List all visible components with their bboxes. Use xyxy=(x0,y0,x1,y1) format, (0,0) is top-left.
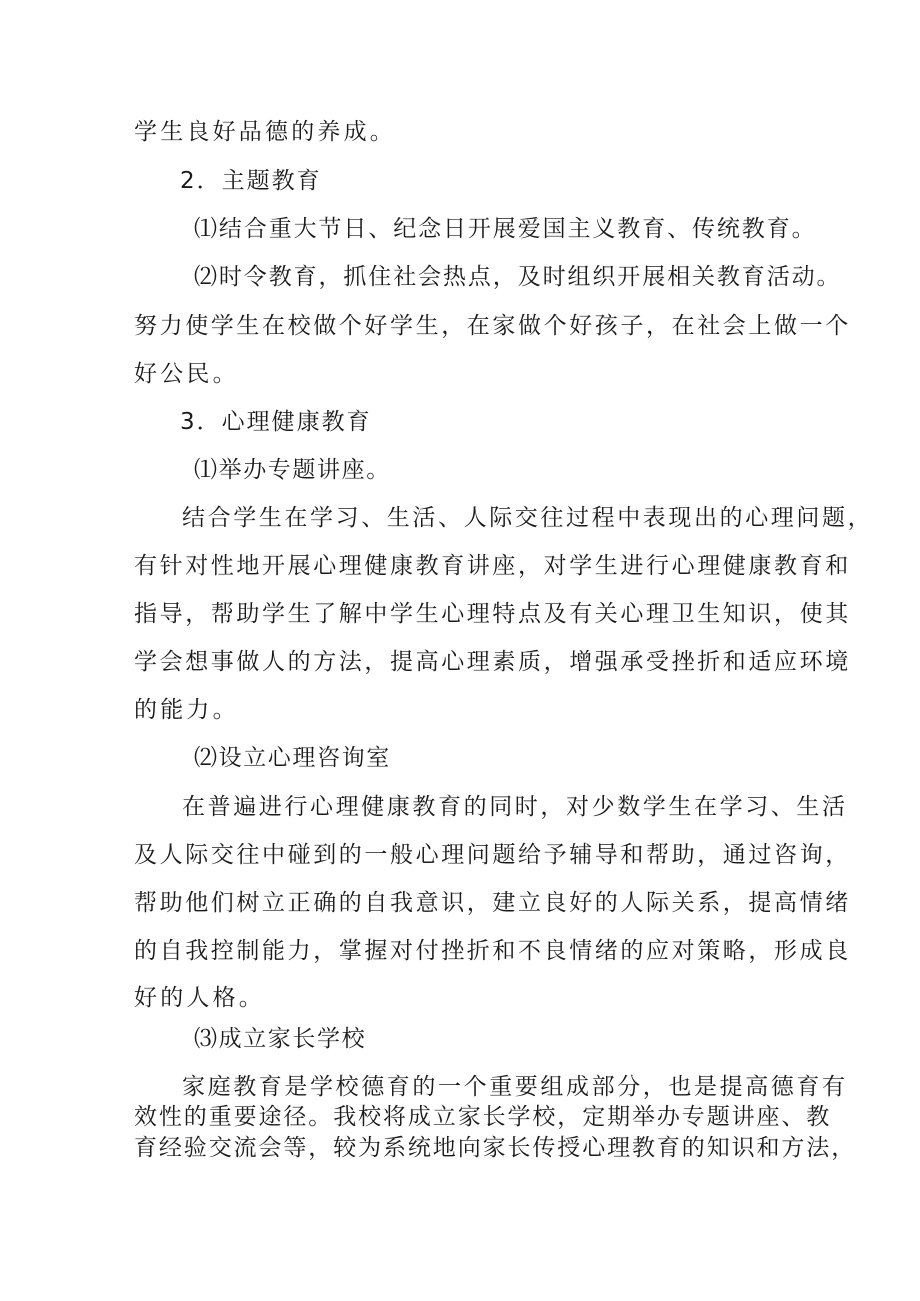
paragraph-line: 帮助他们树立正确的自我意识，建立良好的人际关系，提高情绪 xyxy=(134,890,851,916)
list-item: ⑵时令教育，抓住社会热点，及时组织开展相关教育活动。 xyxy=(194,264,842,290)
paragraph-line: 效性的重要途径。我校将成立家长学校，定期举办专题讲座、教 xyxy=(134,1104,832,1130)
paragraph-line: 有针对性地开展心理健康教育讲座，对学生进行心理健康教育和 xyxy=(134,553,851,579)
section-heading-mental-health: 3．心理健康教育 xyxy=(180,409,372,435)
list-item: ⑵设立心理咨询室 xyxy=(194,745,391,771)
paragraph-line: 及人际交往中碰到的一般心理问题给予辅导和帮助，通过咨询， xyxy=(134,842,851,868)
paragraph-line: 学会想事做人的方法，提高心理素质，增强承受挫折和适应环境 xyxy=(134,649,851,675)
paragraph-line: 在普遍进行心理健康教育的同时，对少数学生在学习、生活 xyxy=(182,794,848,820)
list-item: ⑶成立家长学校 xyxy=(194,1026,367,1052)
paragraph-line: 家庭教育是学校德育的一个重要组成部分，也是提高德育有 xyxy=(182,1074,848,1100)
section-heading-theme-education: 2．主题教育 xyxy=(180,168,322,194)
paragraph-line: 结合学生在学习、生活、人际交往过程中表现出的心理问题， xyxy=(182,505,874,531)
list-item: ⑴举办专题讲座。 xyxy=(194,457,391,483)
paragraph-line: 的能力。 xyxy=(134,697,239,723)
paragraph-line: 好公民。 xyxy=(134,361,239,387)
paragraph-line: 育经验交流会等，较为系统地向家长传授心理教育的知识和方法， xyxy=(134,1135,857,1161)
list-item: ⑴结合重大节日、纪念日开展爱国主义教育、传统教育。 xyxy=(194,216,817,242)
paragraph-line: 学生良好品德的养成。 xyxy=(134,119,396,145)
paragraph-line: 的自我控制能力，掌握对付挫折和不良情绪的应对策略，形成良 xyxy=(134,938,851,964)
paragraph-line: 指导，帮助学生了解中学生心理特点及有关心理卫生知识，使其 xyxy=(134,601,851,627)
paragraph-line: 努力使学生在校做个好学生，在家做个好孩子，在社会上做一个 xyxy=(134,313,851,339)
paragraph-line: 好的人格。 xyxy=(134,985,265,1011)
